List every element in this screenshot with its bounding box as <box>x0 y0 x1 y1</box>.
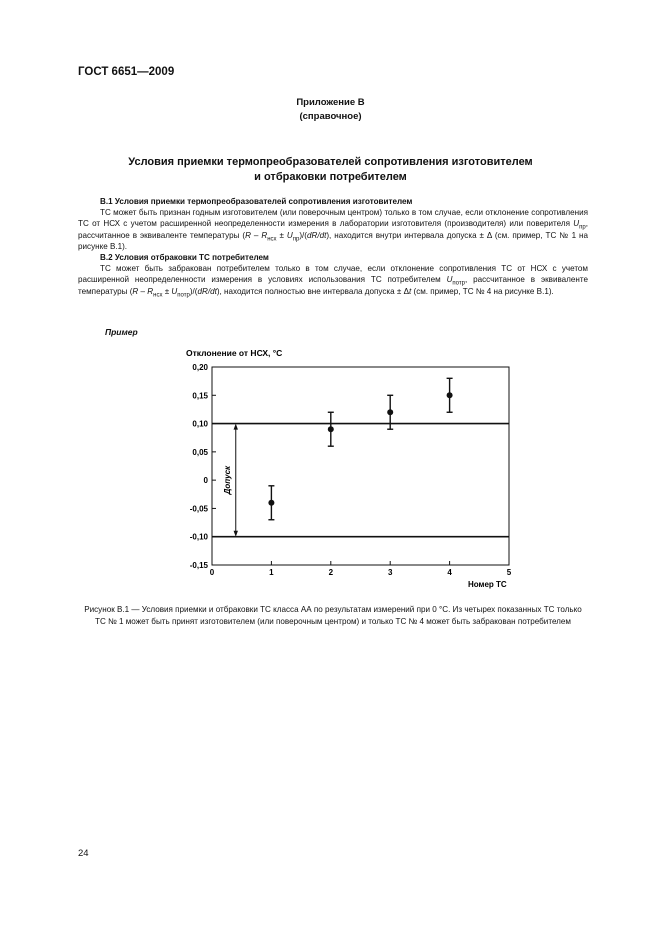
y-tick-label: -0,05 <box>189 504 208 514</box>
section-title-line2: и отбраковки потребителем <box>254 171 407 183</box>
b2-r: R <box>132 286 139 296</box>
b2-heading: В.2 Условия отбраковки ТС потребителем <box>100 253 269 263</box>
b1-u: U <box>573 219 580 229</box>
b2-pm: ± <box>162 286 172 296</box>
document-code: ГОСТ 6651—2009 <box>78 66 175 78</box>
b2-t: t <box>409 286 412 296</box>
b2-text-1: ТС может быть забракован потребителем только в том случае, если отклонение сопротивления ТС от НСХ с учетом расширенной неопределенности измерения в условиях использования ТС потребителем <box>78 264 588 285</box>
data-point <box>447 392 453 398</box>
section-title-line1: Условия приемки термопреобразователей сопротивления изготовителем <box>128 156 533 168</box>
b1-r: R <box>245 230 251 240</box>
b1-text-3: )/( <box>299 230 307 240</box>
data-point <box>328 426 334 432</box>
tolerance-band <box>212 424 509 537</box>
x-tick-label: 4 <box>447 568 452 577</box>
data-point <box>268 500 274 506</box>
data-point <box>387 409 393 415</box>
b1-text-2: , рассчитанное в эквиваленте температуры ( <box>78 219 588 240</box>
section-b1 <box>78 196 588 297</box>
example-label: Пример <box>105 327 138 337</box>
annex-subtitle: (справочное) <box>299 111 362 122</box>
y-tick-label: 0,20 <box>192 363 208 372</box>
b2-minus: – <box>138 286 148 296</box>
b2-text-5: (см. пример, ТС № 4 на рисунке В.1). <box>411 286 554 296</box>
annex-title: Приложение В <box>296 97 365 108</box>
b2-drdt: dR/dt <box>197 286 217 296</box>
data-points <box>268 378 452 519</box>
x-tick-label: 5 <box>506 568 512 577</box>
b1-heading: В.1 Условия приемки термопреобразователей сопротивления изготовителем <box>100 197 413 206</box>
section-title <box>60 155 601 185</box>
b1-nsx: нсх <box>267 236 277 243</box>
b2-paragraph <box>78 263 588 297</box>
y-tick-label: 0,05 <box>192 447 208 457</box>
annex-heading <box>60 96 601 124</box>
y-tick-label: 0 <box>203 476 208 486</box>
b1-minus: – <box>250 230 262 240</box>
b2-u2: U <box>171 286 178 296</box>
b1-pm: ± <box>276 230 287 240</box>
y-tick-label: -0,15 <box>189 561 208 570</box>
b2-text-2: , рассчитанное в эквиваленте температуры ( <box>78 275 588 296</box>
y-axis-label: Отклонение от НСХ, °С <box>186 348 283 358</box>
b1-drdt: dR/dt <box>307 230 327 240</box>
b2-r2: R <box>147 286 154 296</box>
tolerance-arrow-head-down <box>234 531 238 537</box>
axis-ticks <box>190 363 512 577</box>
b1-text-1: ТС может быть признан годным изготовителем (или поверочным центром) только в том случае, если отклонение сопротивления ТС от НСХ с учетом расширенной неопределенности измерения в лаборатории изготовителя (производителя) или поверителя <box>78 208 588 229</box>
y-tick-label: 0,10 <box>192 419 208 429</box>
b1-u-sub: пр <box>579 225 586 232</box>
b1-u2: U <box>286 230 293 240</box>
page-number: 24 <box>78 848 89 859</box>
x-tick-label: 2 <box>328 568 334 577</box>
tolerance-label: Допуск <box>222 465 232 495</box>
b1-u2-sub: пр <box>292 236 300 243</box>
y-tick-label: 0,15 <box>192 391 208 401</box>
b1-text-4: ), находится внутри интервала допуска ± Δ (см. пример, ТС № 1 на рисунке В.1). <box>78 230 589 251</box>
x-tick-label: 1 <box>269 568 274 577</box>
x-tick-label: 0 <box>209 568 215 577</box>
b2-text-3: )/( <box>189 286 198 296</box>
figure-caption: Рисунок В.1 — Условия приемки и отбраковки ТС класса АА по результатам измерений при 0 °С. Из четырех показанных ТС только ТС № 1 может быть принят изготовителем (или поверочным центром) и только ТС № 4 может быть забракован потребителем <box>84 605 582 626</box>
b2-u: U <box>446 275 453 285</box>
b2-text-4: ), находится полностью вне интервала допуска ± Δ <box>216 286 409 296</box>
tolerance-chart <box>0 340 661 590</box>
x-axis-label: Номер ТС <box>468 580 507 589</box>
b1-paragraph <box>78 207 588 252</box>
tolerance-arrow-head-up <box>234 424 238 430</box>
b2-u2-sub: потр <box>177 292 190 299</box>
b2-u-sub: потр <box>452 281 465 288</box>
y-tick-label: -0,10 <box>189 532 208 542</box>
plot-frame <box>212 367 509 565</box>
b1-r2: R <box>261 230 268 240</box>
x-tick-label: 3 <box>387 568 393 577</box>
b2-nsx: нсх <box>153 292 163 299</box>
